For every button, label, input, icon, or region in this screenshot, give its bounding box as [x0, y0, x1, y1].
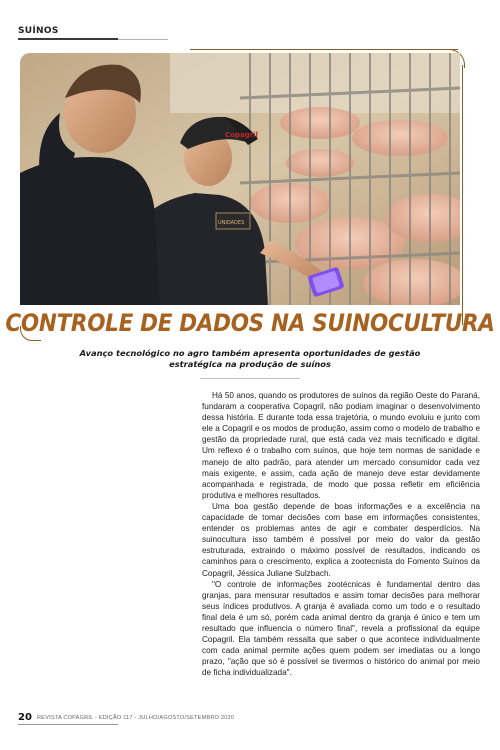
body-paragraph: Há 50 anos, quando os produtores de suínos da região Oeste do Paraná, fundaram a cooperativa Copagril, não podiam imaginar o desenvolvimento dessa história. E durante toda essa trajetória, o mundo evoluiu e junto com ele a Copagril e os modos de produção, assim como o modelo de trabalho e gestão da propriedade rural, que está cada vez mais tecnificado e digital. Um reflexo é o trabalho com suínos, que hoje tem normas de sanidade e manejo de alto padrão, para atender um mercado consumidor cada vez mais exigente, e assim, cada ação de manejo deve estar devidamente acompanhada e registrada, de modo que possa refletir em eficiência produtiva e melhores resultados.	[202, 391, 480, 500]
shirt-logo: UNIDADES	[218, 220, 245, 226]
section-rule-thin	[118, 39, 168, 40]
body-paragraph: "O controle de informações zootécnicas é fundamental dentro das granjas, para mensurar resultados e assim tomar decisões para melhorar seus índices produtivos. A granja é avaliada como um todo e o resultado final dela é um só, porém cada animal dentro da granja é único e tem um resultado que influencia o número final", revela a profissional da equipe Copagril. Ela também ressalta que saber o que acontece individualmente com cada animal permite ações quem podem ser imediatas ou a longo prazo, "ação que só é possível se tivermos o histórico do animal por meio de ficha individualizada".	[202, 579, 480, 678]
section-rule	[18, 38, 118, 40]
frame-top-line	[190, 49, 458, 50]
article-body	[202, 390, 480, 678]
section-label: SUÍNOS	[18, 26, 59, 36]
article-subtitle: Avanço tecnológico no agro também apresenta oportunidades de gestão estratégica na produção de suínos	[79, 348, 421, 369]
article-photo	[20, 53, 460, 305]
cap-logo: Copagril	[225, 131, 258, 139]
body-paragraph: Uma boa gestão depende de boas informações e a excelência na capacidade de tomar decisões com base em informações consistentes, entender os problemas antes de agir e combater desperdícios. Na suinocultura isso também é possível por meio do valor da gestão estruturada, extraindo o máximo possível de resultados, indicando os caminhos para o crescimento, explica a zootecnista do Fomento Suínos da Copagril, Jéssica Juliane Sulzbach.	[202, 501, 480, 578]
subtitle-rule	[200, 378, 300, 379]
photo-illustration	[20, 53, 460, 305]
publication-info: REVISTA COPAGRIL - EDIÇÃO 117 - JULHO/AGOSTO/SETEMBRO 2020	[37, 715, 235, 721]
page-number: 20	[18, 712, 32, 723]
footer-rule	[18, 724, 118, 725]
article-title: CONTROLE DE DADOS NA SUINOCULTURA	[5, 309, 495, 338]
frame-right-line	[462, 65, 463, 325]
